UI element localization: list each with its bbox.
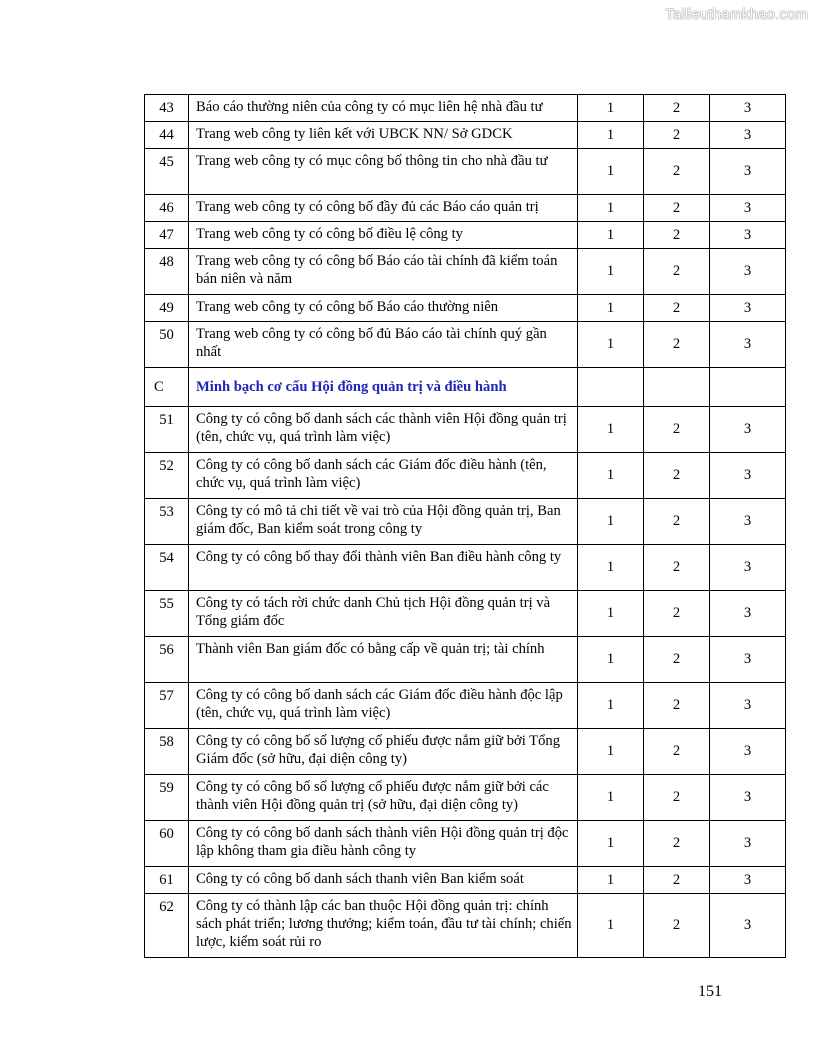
score-1: 1 [578, 637, 644, 683]
item-number: 48 [145, 249, 189, 295]
score-3: 3 [710, 729, 786, 775]
item-description: Công ty có công bố danh sách thành viên Hội đồng quản trị độc lập không tham gia điều hành công ty [189, 821, 578, 867]
score-3: 3 [710, 249, 786, 295]
score-2: 2 [644, 867, 710, 894]
score-1: 1 [578, 545, 644, 591]
score-3: 3 [710, 295, 786, 322]
table-row [145, 95, 786, 122]
score-3: 3 [710, 222, 786, 249]
table-row [145, 295, 786, 322]
score-1: 1 [578, 821, 644, 867]
table-row [145, 591, 786, 637]
table-row [145, 683, 786, 729]
item-description: Công ty có mô tả chi tiết về vai trò của Hội đồng quản trị, Ban giám đốc, Ban kiểm soát trong công ty [189, 499, 578, 545]
item-description: Công ty có thành lập các ban thuộc Hội đồng quản trị: chính sách phát triển; lương thưởng; kiểm toán, đầu tư tài chính; chiến lược, kiểm soát rủi ro [189, 894, 578, 958]
score-1: 1 [578, 591, 644, 637]
item-number: 43 [145, 95, 189, 122]
table-row [145, 729, 786, 775]
score-1: 1 [578, 222, 644, 249]
table-row [145, 407, 786, 453]
score-1: 1 [578, 683, 644, 729]
item-description: Công ty có công bố danh sách thanh viên Ban kiểm soát [189, 867, 578, 894]
score-2: 2 [644, 249, 710, 295]
score-2: 2 [644, 775, 710, 821]
score-2: 2 [644, 322, 710, 368]
score-3: 3 [710, 453, 786, 499]
score-3: 3 [710, 894, 786, 958]
item-number: 46 [145, 195, 189, 222]
score-1: 1 [578, 775, 644, 821]
score-1: 1 [578, 867, 644, 894]
score-3: 3 [710, 591, 786, 637]
table-row [145, 322, 786, 368]
item-number: 56 [145, 637, 189, 683]
score-1: 1 [578, 499, 644, 545]
item-description: Trang web công ty có công bố Báo cáo tài chính đã kiểm toán bán niên và năm [189, 249, 578, 295]
section-code: C [145, 368, 189, 407]
item-description: Trang web công ty có công bố Báo cáo thường niên [189, 295, 578, 322]
watermark: Tailieuthamkhao.com [665, 6, 808, 23]
score-1: 1 [578, 453, 644, 499]
score-2: 2 [644, 122, 710, 149]
item-number: 53 [145, 499, 189, 545]
score-1: 1 [578, 195, 644, 222]
score-3: 3 [710, 821, 786, 867]
empty-cell [710, 368, 786, 407]
item-description: Trang web công ty có công bố đầy đủ các Báo cáo quản trị [189, 195, 578, 222]
page-number: 151 [698, 983, 722, 1000]
item-number: 50 [145, 322, 189, 368]
score-3: 3 [710, 499, 786, 545]
score-2: 2 [644, 683, 710, 729]
table-row [145, 222, 786, 249]
table-row [145, 499, 786, 545]
score-2: 2 [644, 195, 710, 222]
item-number: 44 [145, 122, 189, 149]
item-number: 59 [145, 775, 189, 821]
score-2: 2 [644, 453, 710, 499]
table-row [145, 775, 786, 821]
score-2: 2 [644, 295, 710, 322]
table-row [145, 637, 786, 683]
score-3: 3 [710, 775, 786, 821]
score-2: 2 [644, 545, 710, 591]
score-3: 3 [710, 867, 786, 894]
score-1: 1 [578, 322, 644, 368]
score-1: 1 [578, 295, 644, 322]
score-2: 2 [644, 821, 710, 867]
item-number: 57 [145, 683, 189, 729]
survey-table [144, 94, 786, 958]
item-number: 55 [145, 591, 189, 637]
score-3: 3 [710, 545, 786, 591]
item-description: Trang web công ty có công bố điều lệ công ty [189, 222, 578, 249]
table-row [145, 149, 786, 195]
score-2: 2 [644, 222, 710, 249]
empty-cell [644, 368, 710, 407]
table-row [145, 545, 786, 591]
score-3: 3 [710, 149, 786, 195]
item-number: 49 [145, 295, 189, 322]
score-2: 2 [644, 894, 710, 958]
item-number: 60 [145, 821, 189, 867]
item-number: 52 [145, 453, 189, 499]
table-row [145, 249, 786, 295]
table-row [145, 453, 786, 499]
table-row [145, 867, 786, 894]
survey-table-body [145, 95, 786, 958]
score-3: 3 [710, 195, 786, 222]
score-2: 2 [644, 407, 710, 453]
score-2: 2 [644, 499, 710, 545]
item-description: Trang web công ty có mục công bố thông tin cho nhà đầu tư [189, 149, 578, 195]
section-title: Minh bạch cơ cấu Hội đồng quản trị và điều hành [189, 368, 578, 407]
item-description: Báo cáo thường niên của công ty có mục liên hệ nhà đầu tư [189, 95, 578, 122]
score-3: 3 [710, 122, 786, 149]
table-row [145, 122, 786, 149]
score-2: 2 [644, 637, 710, 683]
score-1: 1 [578, 407, 644, 453]
item-number: 45 [145, 149, 189, 195]
item-description: Công ty có tách rời chức danh Chủ tịch Hội đồng quản trị và Tổng giám đốc [189, 591, 578, 637]
item-description: Trang web công ty liên kết với UBCK NN/ Sở GDCK [189, 122, 578, 149]
score-1: 1 [578, 729, 644, 775]
item-description: Công ty có công bố số lượng cổ phiếu được nắm giữ bởi các thành viên Hội đồng quản trị (sở hữu, đại diện công ty) [189, 775, 578, 821]
item-number: 58 [145, 729, 189, 775]
item-description: Thành viên Ban giám đốc có bằng cấp về quản trị; tài chính [189, 637, 578, 683]
score-2: 2 [644, 591, 710, 637]
item-number: 51 [145, 407, 189, 453]
table-row [145, 894, 786, 958]
score-3: 3 [710, 322, 786, 368]
score-3: 3 [710, 95, 786, 122]
item-description: Trang web công ty có công bố đủ Báo cáo tài chính quý gần nhất [189, 322, 578, 368]
item-number: 47 [145, 222, 189, 249]
score-1: 1 [578, 95, 644, 122]
table-row [145, 821, 786, 867]
score-1: 1 [578, 249, 644, 295]
table-row [145, 195, 786, 222]
item-description: Công ty có công bố danh sách các thành viên Hội đồng quản trị (tên, chức vụ, quá trình làm việc) [189, 407, 578, 453]
item-description: Công ty có công bố số lượng cổ phiếu được nắm giữ bởi Tổng Giám đốc (sở hữu, đại diện công ty) [189, 729, 578, 775]
score-1: 1 [578, 122, 644, 149]
item-number: 61 [145, 867, 189, 894]
section-row [145, 368, 786, 407]
empty-cell [578, 368, 644, 407]
item-number: 54 [145, 545, 189, 591]
score-2: 2 [644, 95, 710, 122]
item-number: 62 [145, 894, 189, 958]
score-1: 1 [578, 149, 644, 195]
score-3: 3 [710, 637, 786, 683]
item-description: Công ty có công bố thay đổi thành viên Ban điều hành công ty [189, 545, 578, 591]
score-2: 2 [644, 729, 710, 775]
item-description: Công ty có công bố danh sách các Giám đốc điều hành độc lập (tên, chức vụ, quá trình làm việc) [189, 683, 578, 729]
score-3: 3 [710, 407, 786, 453]
score-3: 3 [710, 683, 786, 729]
score-1: 1 [578, 894, 644, 958]
item-description: Công ty có công bố danh sách các Giám đốc điều hành (tên, chức vụ, quá trình làm việc) [189, 453, 578, 499]
score-2: 2 [644, 149, 710, 195]
